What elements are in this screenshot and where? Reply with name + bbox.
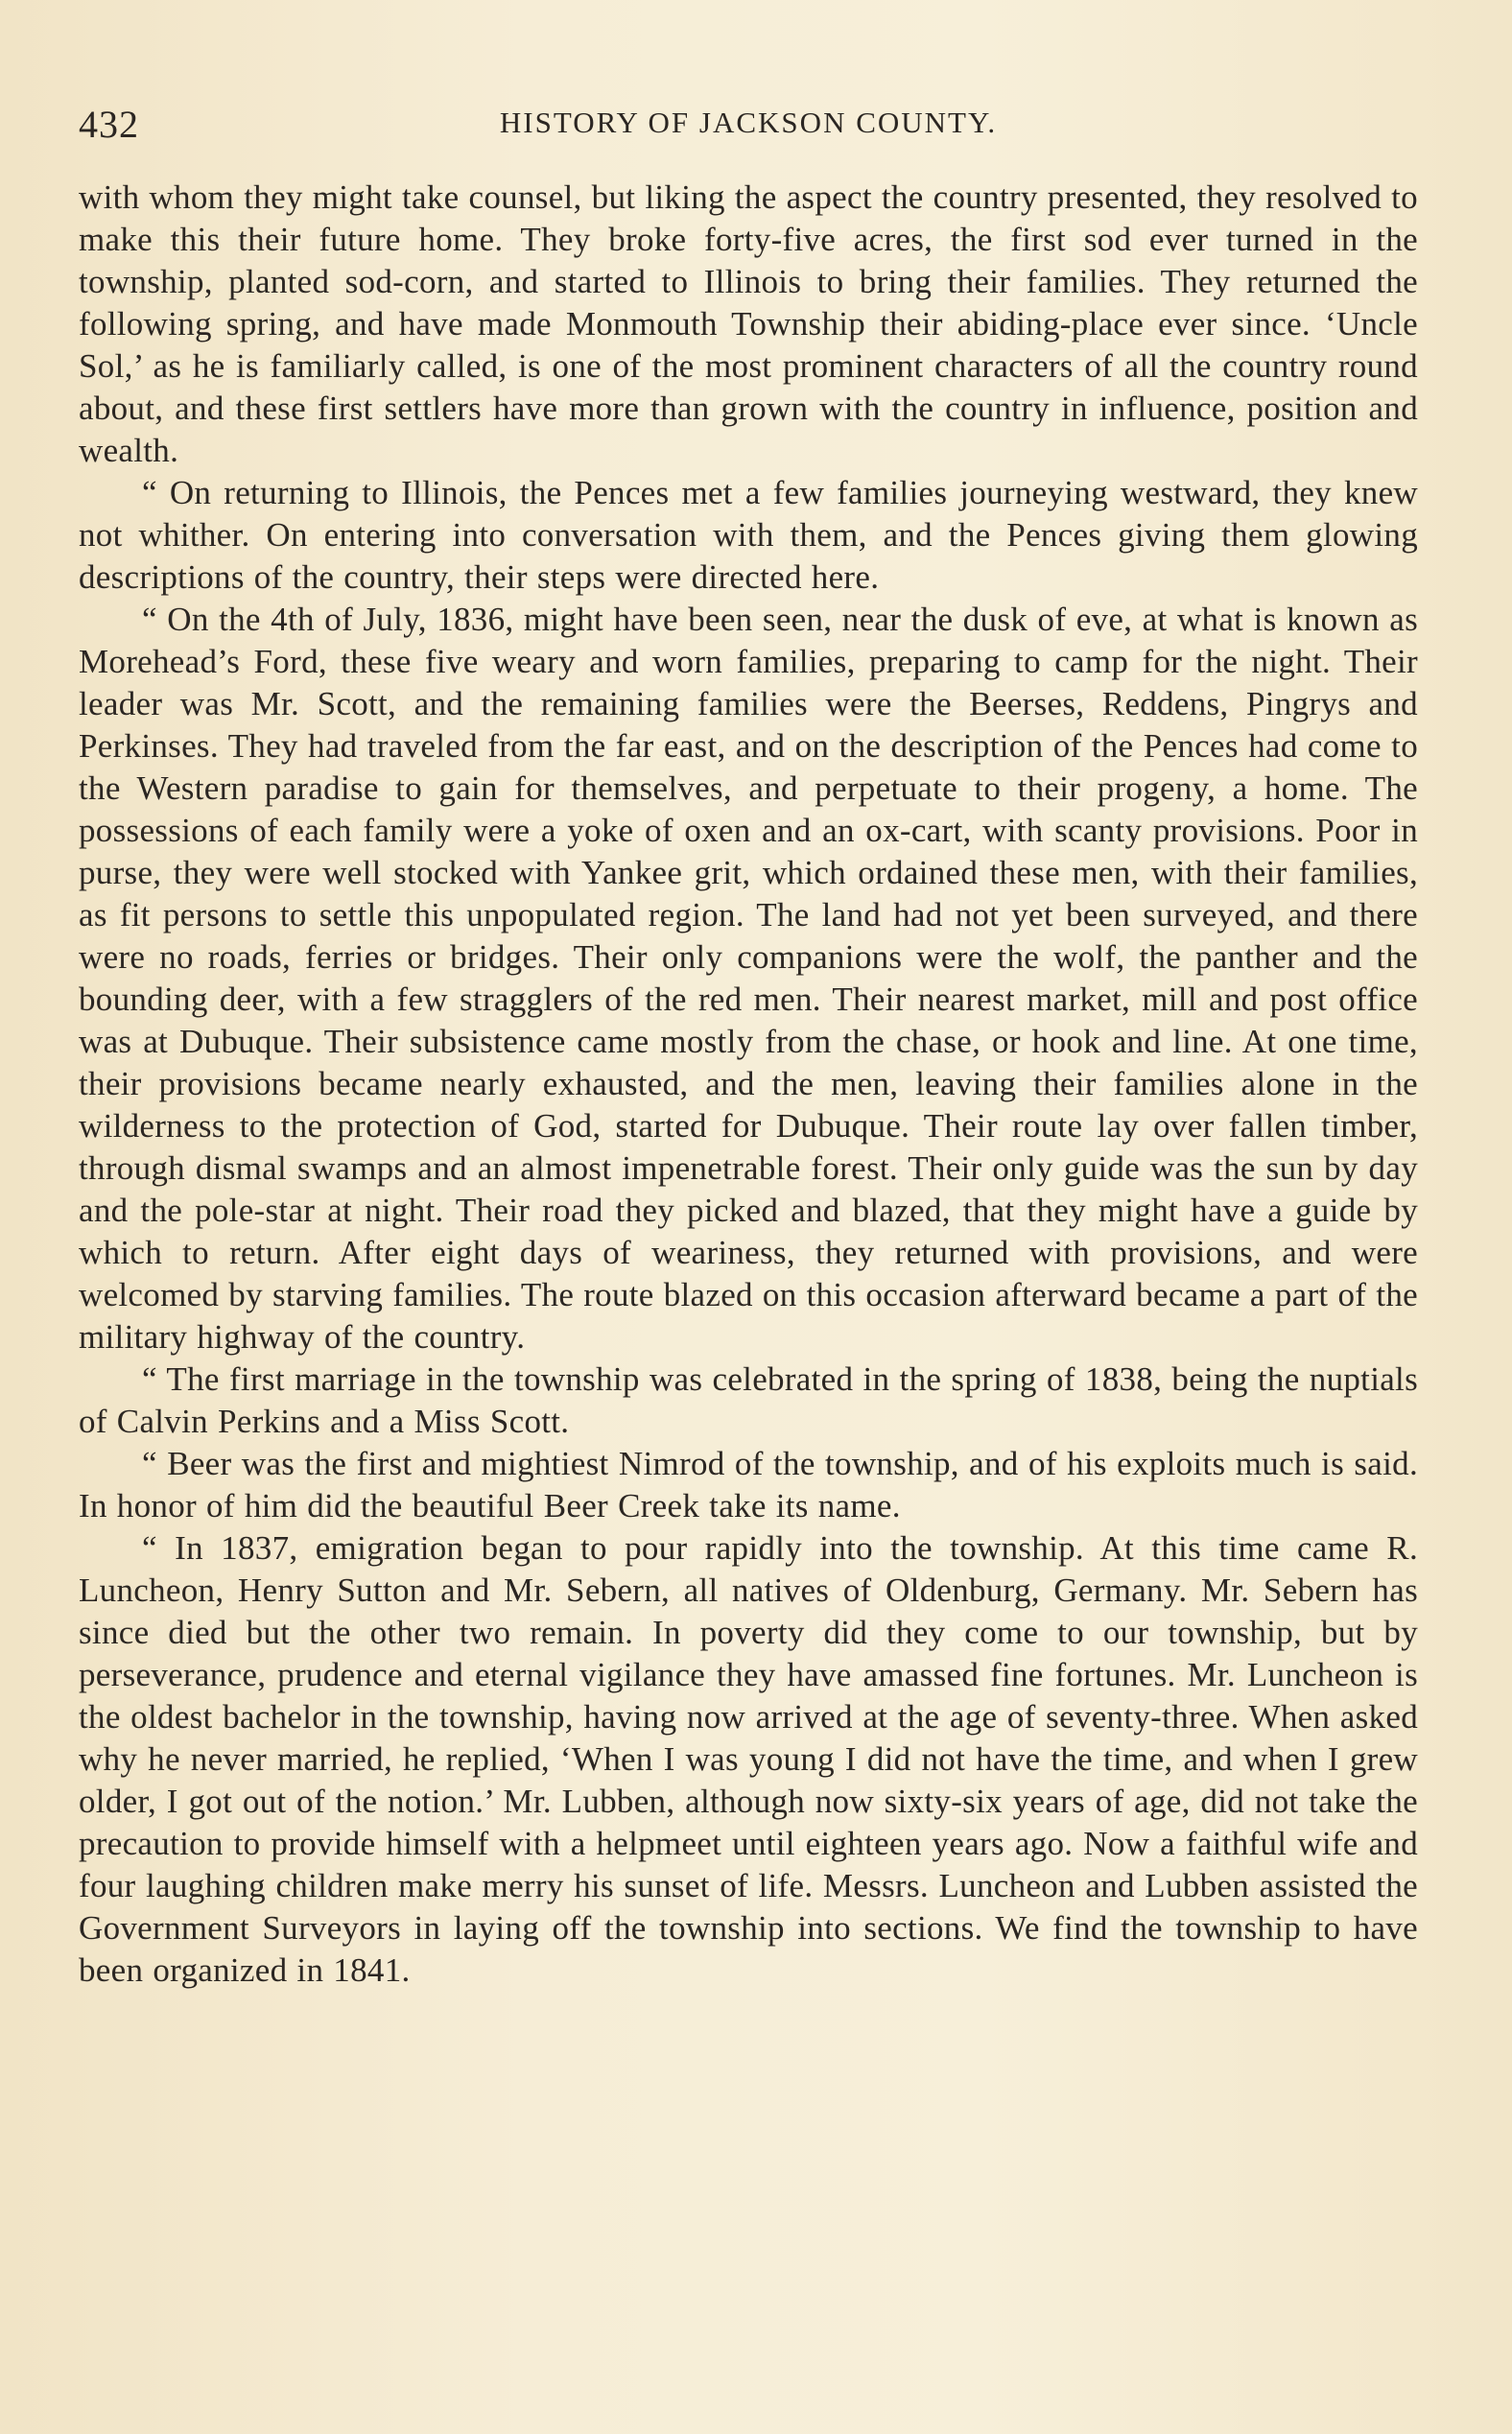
paragraph-beer-creek: “ Beer was the first and mightiest Nimrod of the township, and of his exploits much is said. In honor of him did the beautiful Beer Creek take its name. bbox=[79, 1445, 1418, 1524]
body-text bbox=[79, 177, 1418, 1992]
paragraph-return-to-illinois: “ On returning to Illinois, the Pences met a few families journeying westward, they knew not whither. On entering into conversation with them, and the Pences giving them glowing descriptions of the country, their steps were directed here. bbox=[79, 474, 1418, 596]
paragraph-morehead-ford: “ On the 4th of July, 1836, might have been seen, near the dusk of eve, at what is known as Morehead’s Ford, these five weary and worn families, preparing to camp for the night. Their leader was Mr. Scott, and the remaining families were the Beerses, Reddens, Pingrys and Perkinses. They had traveled from the far east, and on the description of the Pences had come to the Western paradise to gain for themselves, and perpetuate to their progeny, a home. The possessions of each family were a yoke of oxen and an ox-cart, with scanty provisions. Poor in purse, they were well stocked with Yankee grit, which ordained these men, with their families, as fit persons to settle this unpopulated region. The land had not yet been surveyed, and there were no roads, ferries or bridges. Their only companions were the wolf, the panther and the bounding deer, with a few stragglers of the red men. Their nearest market, mill and post office was at Dubuque. Their subsistence came mostly from the chase, or hook and line. At one time, their provisions became nearly exhausted, and the men, leaving their families alone in the wilderness to the protection of God, started for Dubuque. Their route lay over fallen timber, through dismal swamps and an almost impenetrable forest. Their only guide was the sun by day and the pole-star at night. Their road they picked and blazed, that they might have a guide by which to return. After eight days of weariness, they returned with provisions, and were welcomed by starving families. The route blazed on this occasion afterward became a part of the military highway of the country. bbox=[79, 601, 1418, 1356]
running-title: HISTORY OF JACKSON COUNTY. bbox=[499, 106, 998, 139]
paragraph-first-marriage: “ The first marriage in the township was celebrated in the spring of 1838, being the nuptials of Calvin Perkins and a Miss Scott. bbox=[79, 1360, 1418, 1440]
paragraph-continuation: with whom they might take counsel, but liking the aspect the country presented, they resolved to make this their future home. They broke forty-five acres, the first sod ever turned in the township, planted sod-corn, and started to Illinois to bring their families. They returned the following spring, and have made Monmouth Township their abiding-place ever since. ‘Uncle Sol,’ as he is familiarly called, is one of the most prominent characters of all the country round about, and these first settlers have more than grown with the country in influence, position and wealth. bbox=[79, 178, 1418, 469]
book-page bbox=[79, 96, 1418, 1992]
page-number: 432 bbox=[79, 103, 139, 146]
paragraph-emigration-1837: “ In 1837, emigration began to pour rapidly into the township. At this time came R. Luncheon, Henry Sutton and Mr. Sebern, all natives of Oldenburg, Germany. Mr. Sebern has since died but the other two remain. In poverty did they come to our township, but by perseverance, prudence and eternal vigilance they have amassed fine fortunes. Mr. Luncheon is the oldest bachelor in the township, having now arrived at the age of seventy-three. When asked why he never married, he replied, ‘When I was young I did not have the time, and when I grew older, I got out of the notion.’ Mr. Lubben, although now sixty-six years of age, did not take the precaution to provide himself with a helpmeet until eighteen years ago. Now a faithful wife and four laughing children make merry his sunset of life. Messrs. Luncheon and Lubben assisted the Government Surveyors in laying off the township into sections. We find the township to have been organized in 1841. bbox=[79, 1529, 1418, 1989]
running-head bbox=[79, 96, 1418, 154]
